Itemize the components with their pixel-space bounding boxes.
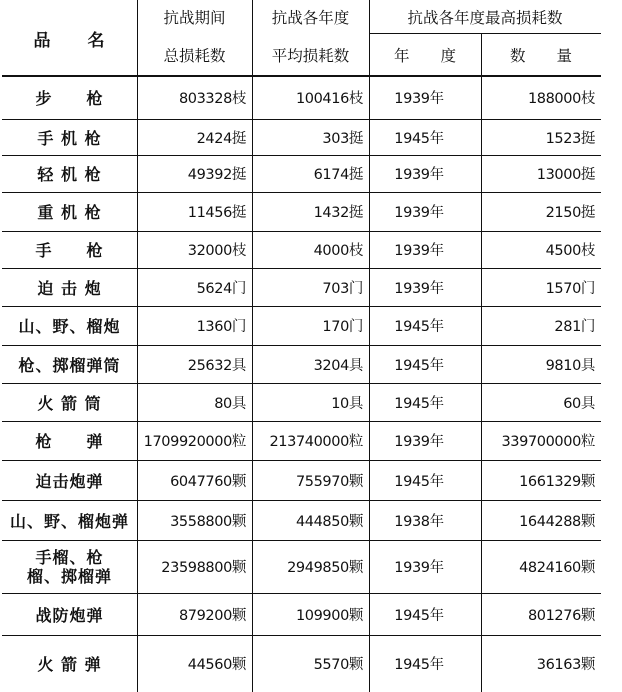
table-cell-year: 1945年 xyxy=(394,319,444,335)
horizontal-rule xyxy=(2,268,601,269)
table-cell-name: 重 机 枪 xyxy=(37,203,102,222)
horizontal-rule xyxy=(2,345,601,346)
table-cell-year: 1945年 xyxy=(394,473,444,490)
table-cell-qty: 339700000粒 xyxy=(501,434,595,450)
header-item-name: 品 名 xyxy=(33,30,106,51)
table-cell-qty: 9810具 xyxy=(545,357,595,374)
horizontal-rule xyxy=(369,33,601,34)
horizontal-rule xyxy=(2,383,601,384)
table-cell-name: 山、野、榴炮弹 xyxy=(9,511,129,531)
table-cell-name: 枪、掷榴弹筒 xyxy=(18,355,121,375)
table-cell-total: 23598800颗 xyxy=(161,560,246,576)
table-cell-avg: 4000枝 xyxy=(313,243,363,259)
table-cell-avg: 6174挺 xyxy=(313,167,363,183)
table-cell-total: 5624门 xyxy=(196,280,246,297)
vertical-rule xyxy=(252,0,253,692)
table-cell-name: 迫 击 炮 xyxy=(37,278,102,298)
horizontal-rule xyxy=(2,231,601,232)
table-cell-name: 火 箭 筒 xyxy=(37,393,102,413)
horizontal-rule xyxy=(2,192,601,193)
table-cell-year: 1945年 xyxy=(394,395,444,412)
horizontal-rule xyxy=(2,155,601,156)
table-cell-avg: 10具 xyxy=(331,395,363,412)
header-avg-line2: 平均损耗数 xyxy=(271,47,350,65)
horizontal-rule xyxy=(2,421,601,422)
table-cell-year: 1938年 xyxy=(394,513,444,530)
table-cell-year: 1939年 xyxy=(394,243,444,259)
vertical-rule xyxy=(369,0,370,692)
table-cell-total: 3558800颗 xyxy=(170,513,246,530)
table-cell-total: 1360门 xyxy=(196,319,246,335)
header-total-line1: 抗战期间 xyxy=(163,9,226,27)
vertical-rule xyxy=(481,33,482,692)
table-cell-year: 1939年 xyxy=(394,91,444,107)
table-cell-name-line: 榴、掷榴弹 xyxy=(26,566,112,586)
table-cell-year: 1945年 xyxy=(394,357,444,374)
horizontal-rule xyxy=(2,75,601,77)
table-cell-total: 879200颗 xyxy=(178,607,246,624)
table-cell-name: 步 枪 xyxy=(35,89,104,108)
horizontal-rule xyxy=(2,540,601,541)
table-cell-qty: 2150挺 xyxy=(545,205,595,221)
table-cell-total: 80具 xyxy=(214,395,246,412)
table-cell-year: 1939年 xyxy=(394,434,444,450)
table-cell-avg: 109900颗 xyxy=(295,607,363,624)
table-cell-name: 手 枪 xyxy=(35,241,104,260)
table-cell-avg: 170门 xyxy=(322,319,363,335)
table-cell-qty: 1523挺 xyxy=(545,130,595,147)
table-cell-total: 803328枝 xyxy=(178,91,246,107)
horizontal-rule xyxy=(2,500,601,501)
table-cell-year: 1945年 xyxy=(394,130,444,147)
table-cell-qty: 13000挺 xyxy=(536,167,595,183)
table-cell-total: 1709920000粒 xyxy=(143,434,246,450)
table-cell-avg: 755970颗 xyxy=(295,473,363,490)
horizontal-rule xyxy=(2,119,601,120)
table-cell-qty: 188000枝 xyxy=(527,91,595,107)
header-avg-line1: 抗战各年度 xyxy=(271,9,350,27)
header-year: 年 度 xyxy=(393,47,456,65)
table-cell-total: 25632具 xyxy=(187,357,246,374)
table-cell-avg: 703门 xyxy=(322,280,363,297)
table-cell-qty: 36163颗 xyxy=(536,657,595,673)
table-cell-qty: 1644288颗 xyxy=(519,513,595,530)
table-cell-qty: 4500枝 xyxy=(545,243,595,259)
table-cell-name-line: 手榴、枪 xyxy=(35,547,104,567)
table-cell-qty: 1570门 xyxy=(545,280,595,297)
header-quantity: 数 量 xyxy=(509,47,572,65)
table-cell-name xyxy=(2,540,137,593)
table-cell-total: 44560颗 xyxy=(187,657,246,673)
table-cell-total: 6047760颗 xyxy=(170,473,246,490)
table-cell-qty: 281门 xyxy=(554,319,595,335)
table-cell-name: 战防炮弹 xyxy=(35,605,104,625)
table-cell-qty: 1661329颗 xyxy=(519,473,595,490)
table-cell-year: 1939年 xyxy=(394,560,444,576)
table-cell-avg: 2949850颗 xyxy=(287,560,363,576)
table-cell-year: 1945年 xyxy=(394,607,444,624)
table-cell-name: 轻 机 枪 xyxy=(37,165,102,184)
header-total-line2: 总损耗数 xyxy=(163,47,226,65)
table-cell-avg: 3204具 xyxy=(313,357,363,374)
table-cell-avg: 100416枝 xyxy=(295,91,363,107)
header-max-group: 抗战各年度最高损耗数 xyxy=(407,9,563,27)
table-cell-total: 49392挺 xyxy=(187,167,246,183)
table-cell-name: 火 箭 弹 xyxy=(37,655,102,674)
table-cell-year: 1939年 xyxy=(394,167,444,183)
table-cell-year: 1939年 xyxy=(394,205,444,221)
horizontal-rule xyxy=(2,593,601,594)
table-cell-avg: 303挺 xyxy=(322,130,363,147)
table-cell-name: 枪 弹 xyxy=(35,432,104,451)
table-cell-qty: 60具 xyxy=(563,395,595,412)
table-cell-total: 32000枝 xyxy=(187,243,246,259)
table-cell-total: 2424挺 xyxy=(196,130,246,147)
table-cell-name: 迫击炮弹 xyxy=(35,471,104,491)
table-cell-avg: 213740000粒 xyxy=(269,434,363,450)
table-cell-avg: 1432挺 xyxy=(313,205,363,221)
table-cell-name: 山、野、榴炮 xyxy=(18,317,121,336)
table-cell-year: 1939年 xyxy=(394,280,444,297)
table-cell-avg: 5570颗 xyxy=(313,657,363,673)
horizontal-rule xyxy=(2,306,601,307)
horizontal-rule xyxy=(2,635,601,636)
table-cell-qty: 4824160颗 xyxy=(519,560,595,576)
table-cell-avg: 444850颗 xyxy=(295,513,363,530)
horizontal-rule xyxy=(2,460,601,461)
table-cell-total: 11456挺 xyxy=(187,205,246,221)
table-cell-name: 手 机 枪 xyxy=(37,128,102,148)
table-cell-qty: 801276颗 xyxy=(527,607,595,624)
vertical-rule xyxy=(137,0,138,692)
table-cell-year: 1945年 xyxy=(394,657,444,673)
